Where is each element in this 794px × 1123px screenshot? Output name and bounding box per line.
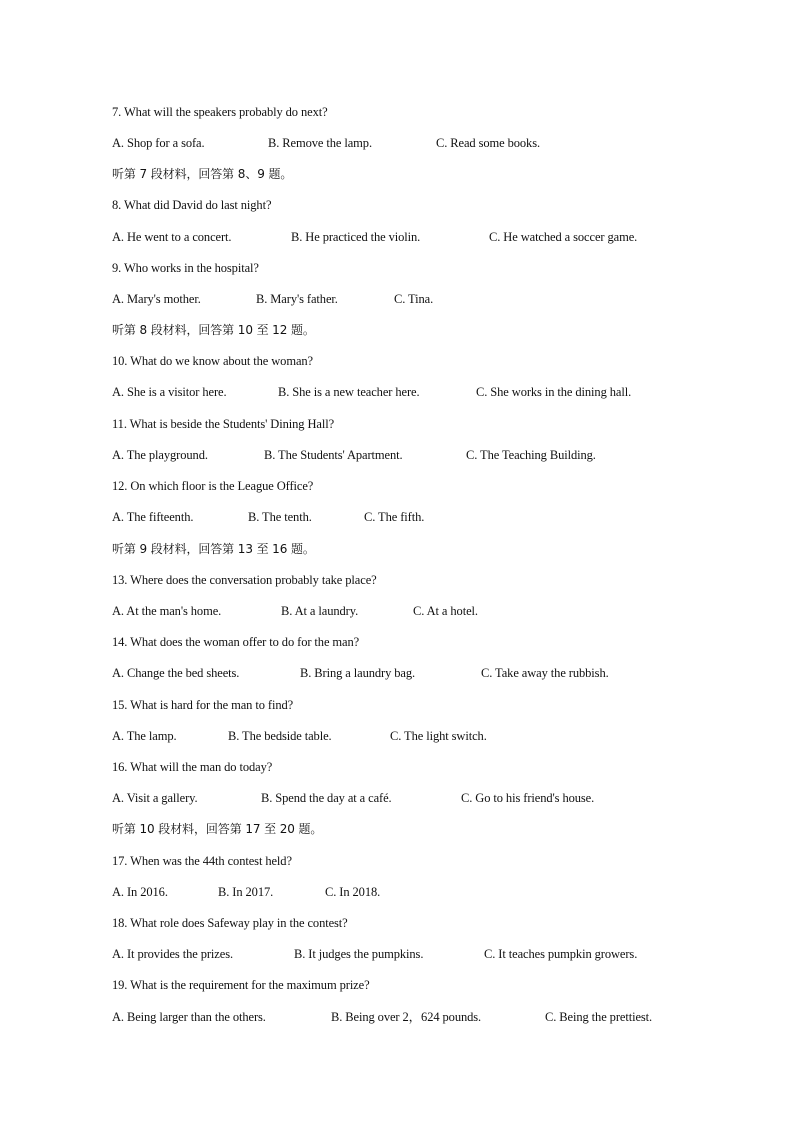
answer-option-a: A. The fifteenth.	[112, 510, 194, 524]
question-text: 18. What role does Safeway play in the contest?	[112, 916, 348, 930]
answer-option-c: C. She works in the dining hall.	[476, 385, 632, 399]
answer-option-a: A. Being larger than the others.	[112, 1010, 266, 1024]
answer-option-c: C. The fifth.	[364, 510, 425, 524]
answer-option-a: A. Change the bed sheets.	[112, 666, 240, 680]
section-instruction: 听第 9 段材料，回答第 13 至 16 题。	[112, 542, 315, 556]
question-text: 8. What did David do last night?	[112, 198, 272, 212]
answer-option-c: C. Take away the rubbish.	[481, 666, 609, 680]
question-text: 15. What is hard for the man to find?	[112, 698, 294, 712]
question-text: 9. Who works in the hospital?	[112, 261, 259, 275]
question-text: 10. What do we know about the woman?	[112, 354, 313, 368]
answer-option-a: A. Shop for a sofa.	[112, 136, 205, 150]
answer-option-c: C. Tina.	[394, 292, 434, 306]
question-text: 13. Where does the conversation probably take place?	[112, 573, 377, 587]
answer-option-a: A. The lamp.	[112, 729, 177, 743]
answer-option-b: B. She is a new teacher here.	[278, 385, 420, 399]
answer-option-c: C. Go to his friend's house.	[461, 791, 595, 805]
question-text: 14. What does the woman offer to do for the man?	[112, 635, 360, 649]
answer-option-b: B. The bedside table.	[228, 729, 332, 743]
answer-option-c: C. The light switch.	[390, 729, 487, 743]
answer-option-b: B. Bring a laundry bag.	[300, 666, 416, 680]
question-text: 19. What is the requirement for the maximum prize?	[112, 978, 370, 992]
question-text: 12. On which floor is the League Office?	[112, 479, 314, 493]
answer-option-b: B. Remove the lamp.	[268, 136, 372, 150]
answer-option-c: C. It teaches pumpkin growers.	[484, 947, 638, 961]
section-instruction: 听第 8 段材料，回答第 10 至 12 题。	[112, 323, 315, 337]
answer-option-a: A. The playground.	[112, 448, 208, 462]
question-text: 11. What is beside the Students' Dining Hall?	[112, 417, 335, 431]
question-text: 16. What will the man do today?	[112, 760, 273, 774]
answer-option-c: C. He watched a soccer game.	[489, 230, 638, 244]
answer-option-c: C. The Teaching Building.	[466, 448, 596, 462]
answer-option-b: B. Spend the day at a café.	[261, 791, 392, 805]
answer-option-a: A. It provides the prizes.	[112, 947, 233, 961]
answer-option-b: B. It judges the pumpkins.	[294, 947, 424, 961]
answer-option-a: A. At the man's home.	[112, 604, 222, 618]
answer-option-b: B. The Students' Apartment.	[264, 448, 403, 462]
answer-option-b: B. In 2017.	[218, 885, 274, 899]
question-text: 7. What will the speakers probably do next?	[112, 105, 328, 119]
answer-option-b: B. At a laundry.	[281, 604, 359, 618]
answer-option-b: B. The tenth.	[248, 510, 312, 524]
answer-option-c: C. At a hotel.	[413, 604, 478, 618]
question-text: 17. When was the 44th contest held?	[112, 854, 292, 868]
answer-option-a: A. Mary's mother.	[112, 292, 201, 306]
answer-option-a: A. She is a visitor here.	[112, 385, 227, 399]
answer-option-a: A. Visit a gallery.	[112, 791, 198, 805]
answer-option-c: C. In 2018.	[325, 885, 381, 899]
section-instruction: 听第 10 段材料，回答第 17 至 20 题。	[112, 822, 323, 836]
answer-option-c: C. Read some books.	[436, 136, 540, 150]
answer-option-c: C. Being the prettiest.	[545, 1010, 653, 1024]
answer-option-b: B. He practiced the violin.	[291, 230, 421, 244]
answer-option-a: A. He went to a concert.	[112, 230, 232, 244]
answer-option-a: A. In 2016.	[112, 885, 168, 899]
section-instruction: 听第 7 段材料，回答第 8、9 题。	[112, 167, 293, 181]
answer-option-b: B. Being over 2，624 pounds.	[331, 1010, 482, 1024]
answer-option-b: B. Mary's father.	[256, 292, 338, 306]
